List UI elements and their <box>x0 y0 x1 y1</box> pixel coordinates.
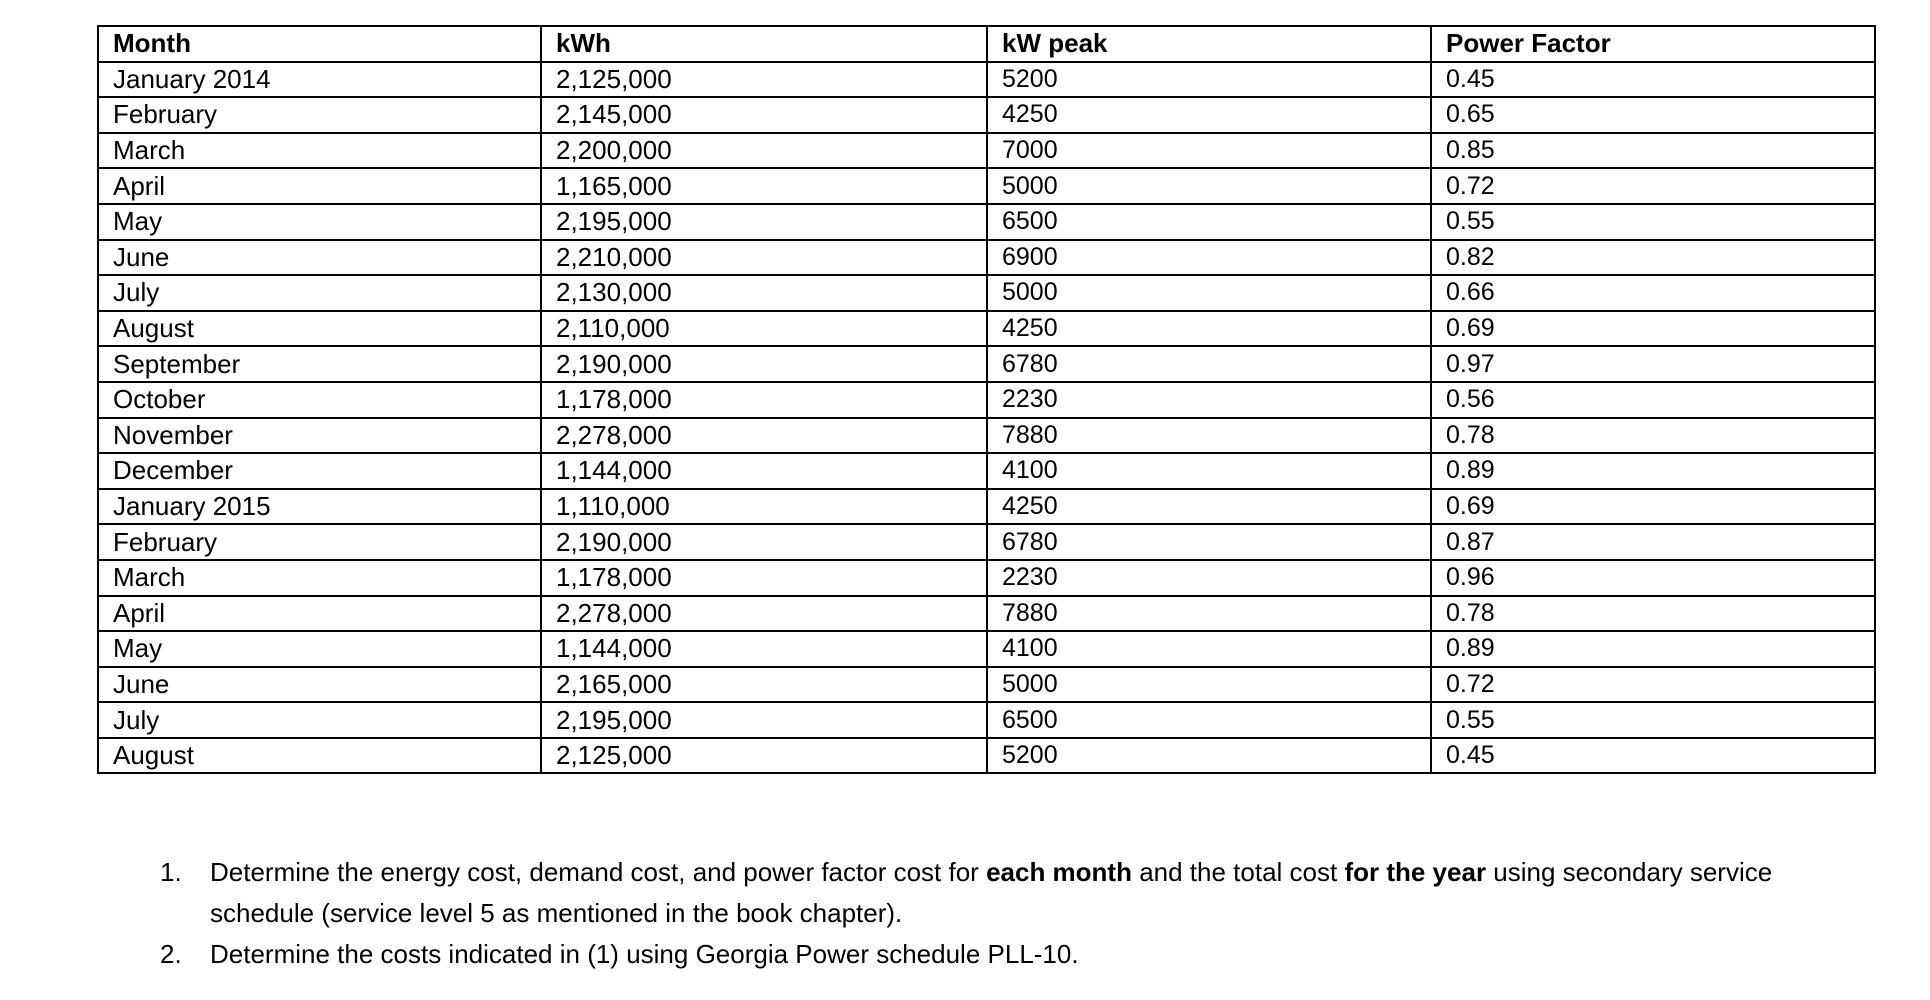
cell-month: August <box>98 311 541 347</box>
cell-kwh: 2,195,000 <box>541 702 987 738</box>
cell-kw-peak: 5200 <box>987 738 1431 774</box>
cell-kw-peak: 4100 <box>987 453 1431 489</box>
cell-month: May <box>98 631 541 667</box>
cell-power-factor: 0.69 <box>1431 489 1875 525</box>
cell-kw-peak: 4250 <box>987 311 1431 347</box>
cell-power-factor: 0.85 <box>1431 133 1875 169</box>
cell-kw-peak: 2230 <box>987 560 1431 596</box>
cell-power-factor: 0.66 <box>1431 275 1875 311</box>
table-row <box>98 133 1875 169</box>
table-body <box>98 62 1875 774</box>
table-row <box>98 489 1875 525</box>
question-text-emphasis: for the year <box>1344 857 1487 887</box>
question-text-emphasis: each month <box>986 857 1132 887</box>
cell-power-factor: 0.45 <box>1431 738 1875 774</box>
table-row <box>98 275 1875 311</box>
question-text-part: and the total cost <box>1131 857 1345 887</box>
cell-month: September <box>98 346 541 382</box>
cell-power-factor: 0.96 <box>1431 560 1875 596</box>
cell-kwh: 1,178,000 <box>541 560 987 596</box>
table-row <box>98 311 1875 347</box>
cell-power-factor: 0.55 <box>1431 702 1875 738</box>
question-list <box>160 852 1860 975</box>
cell-month: July <box>98 702 541 738</box>
question-number: 1. <box>160 857 182 887</box>
header-kw-peak: kW peak <box>987 26 1431 62</box>
cell-kwh: 2,165,000 <box>541 667 987 703</box>
cell-kwh: 2,190,000 <box>541 346 987 382</box>
cell-kwh: 2,200,000 <box>541 133 987 169</box>
cell-power-factor: 0.97 <box>1431 346 1875 382</box>
cell-power-factor: 0.45 <box>1431 62 1875 98</box>
cell-month: April <box>98 168 541 204</box>
cell-kw-peak: 5000 <box>987 168 1431 204</box>
cell-month: July <box>98 275 541 311</box>
table-row <box>98 524 1875 560</box>
table-row <box>98 453 1875 489</box>
cell-month: March <box>98 133 541 169</box>
header-kwh: kWh <box>541 26 987 62</box>
cell-kw-peak: 5200 <box>987 62 1431 98</box>
cell-power-factor: 0.89 <box>1431 453 1875 489</box>
cell-month: March <box>98 560 541 596</box>
cell-power-factor: 0.89 <box>1431 631 1875 667</box>
table-row <box>98 631 1875 667</box>
cell-month: April <box>98 596 541 632</box>
table-row <box>98 702 1875 738</box>
question-item-1 <box>160 852 1860 934</box>
cell-kw-peak: 4250 <box>987 489 1431 525</box>
cell-kwh: 2,125,000 <box>541 738 987 774</box>
cell-month: December <box>98 453 541 489</box>
cell-month: June <box>98 240 541 276</box>
table-row <box>98 346 1875 382</box>
cell-kw-peak: 6900 <box>987 240 1431 276</box>
cell-kwh: 2,125,000 <box>541 62 987 98</box>
cell-kwh: 2,278,000 <box>541 596 987 632</box>
question-text <box>210 857 1772 928</box>
question-item-2 <box>160 934 1860 975</box>
cell-kwh: 2,190,000 <box>541 524 987 560</box>
cell-kw-peak: 2230 <box>987 382 1431 418</box>
cell-kw-peak: 4100 <box>987 631 1431 667</box>
table-row <box>98 97 1875 133</box>
cell-power-factor: 0.72 <box>1431 168 1875 204</box>
cell-month: February <box>98 524 541 560</box>
cell-kwh: 2,195,000 <box>541 204 987 240</box>
cell-kw-peak: 7000 <box>987 133 1431 169</box>
cell-power-factor: 0.87 <box>1431 524 1875 560</box>
cell-power-factor: 0.78 <box>1431 418 1875 454</box>
cell-kwh: 1,110,000 <box>541 489 987 525</box>
cell-power-factor: 0.55 <box>1431 204 1875 240</box>
cell-month: June <box>98 667 541 703</box>
cell-power-factor: 0.82 <box>1431 240 1875 276</box>
question-text-part: using secondary service schedule (service level 5 as mentioned in the book chapter). <box>210 857 1773 928</box>
cell-kwh: 2,210,000 <box>541 240 987 276</box>
monthly-usage-table <box>97 25 1876 774</box>
cell-month: October <box>98 382 541 418</box>
cell-kwh: 2,130,000 <box>541 275 987 311</box>
table-row <box>98 382 1875 418</box>
cell-month: November <box>98 418 541 454</box>
question-number: 2. <box>160 939 182 969</box>
cell-power-factor: 0.69 <box>1431 311 1875 347</box>
table-row <box>98 62 1875 98</box>
cell-kwh: 1,178,000 <box>541 382 987 418</box>
cell-kw-peak: 5000 <box>987 667 1431 703</box>
cell-kw-peak: 4250 <box>987 97 1431 133</box>
table-row <box>98 168 1875 204</box>
table-row <box>98 738 1875 774</box>
cell-kwh: 1,165,000 <box>541 168 987 204</box>
cell-kwh: 2,278,000 <box>541 418 987 454</box>
question-text: Determine the costs indicated in (1) using Georgia Power schedule PLL-10. <box>210 939 1079 969</box>
table-row <box>98 596 1875 632</box>
cell-kw-peak: 6500 <box>987 204 1431 240</box>
header-month: Month <box>98 26 541 62</box>
question-text-part: Determine the energy cost, demand cost, and power factor cost for <box>210 857 987 887</box>
cell-month: May <box>98 204 541 240</box>
cell-power-factor: 0.56 <box>1431 382 1875 418</box>
table-row <box>98 418 1875 454</box>
cell-kwh: 1,144,000 <box>541 631 987 667</box>
cell-power-factor: 0.78 <box>1431 596 1875 632</box>
cell-month: January 2015 <box>98 489 541 525</box>
header-power-factor: Power Factor <box>1431 26 1875 62</box>
table-row <box>98 240 1875 276</box>
cell-power-factor: 0.65 <box>1431 97 1875 133</box>
cell-kw-peak: 7880 <box>987 596 1431 632</box>
cell-month: January 2014 <box>98 62 541 98</box>
cell-kw-peak: 5000 <box>987 275 1431 311</box>
cell-month: August <box>98 738 541 774</box>
cell-kwh: 1,144,000 <box>541 453 987 489</box>
table-row <box>98 560 1875 596</box>
cell-kwh: 2,145,000 <box>541 97 987 133</box>
cell-power-factor: 0.72 <box>1431 667 1875 703</box>
table-header-row <box>98 26 1875 62</box>
cell-kw-peak: 6780 <box>987 346 1431 382</box>
cell-month: February <box>98 97 541 133</box>
cell-kwh: 2,110,000 <box>541 311 987 347</box>
table-row <box>98 667 1875 703</box>
cell-kw-peak: 7880 <box>987 418 1431 454</box>
cell-kw-peak: 6780 <box>987 524 1431 560</box>
table-row <box>98 204 1875 240</box>
cell-kw-peak: 6500 <box>987 702 1431 738</box>
